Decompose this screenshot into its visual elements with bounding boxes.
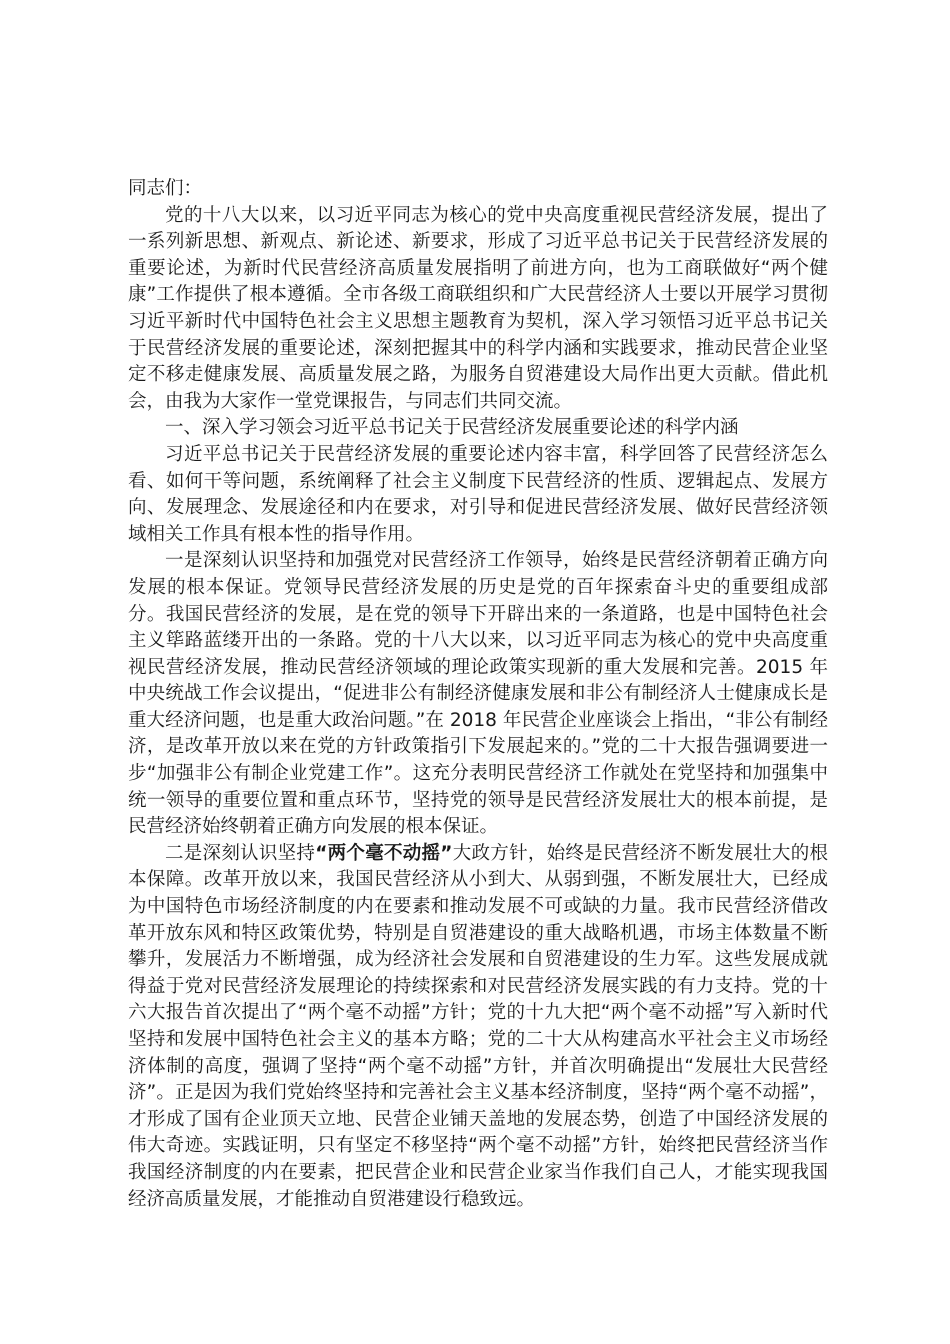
document-body (128, 176, 828, 1213)
point-2-lead: 二是深刻认识坚持 (165, 842, 316, 864)
section-1-intro-paragraph: 习近平总书记关于民营经济发展的重要论述内容丰富，科学回答了民营经济怎么看、如何干等问题，系统阐释了社会主义制度下民营经济的性质、逻辑起点、发展方向、发展理念、发展途径和内在要求，对引导和促进民营经济发展、做好民营经济领域相关工作具有根本性的指导作用。 (128, 443, 828, 545)
section-heading-1: 一、深入学习领会习近平总书记关于民营经济发展重要论述的科学内涵 (165, 417, 739, 439)
salutation: 同志们： (128, 178, 203, 199)
point-1-paragraph: 一是深刻认识坚持和加强党对民营经济工作领导，始终是民营经济朝着正确方向发展的根本保证。党领导民营经济发展的历史是党的百年探索奋斗史的重要组成部分。我国民营经济的发展，是在党的领导下开辟出来的一条道路，也是中国特色社会主义筚路蓝缕开出的一条路。党的十八大以来，以习近平同志为核心的党中央高度重视民营经济发展，推动民营经济领域的理论政策实现新的重大发展和完善。2015 年中央统战工作会议提出，“促进非公有制经济健康发展和非公有制经济人士健康成长是重大经济问题，也是重大政治问题。”在 2018 年民营企业座谈会上指出，“非公有制经济，是改革开放以来在党的方针政策指引下发展起来的。”党的二十大报告强调要进一步“加强非公有制企业党建工作”。这充分表明民营经济工作就处在党坚持和加强集中统一领导的重要位置和重点环节，坚持党的领导是民营经济发展壮大的根本前提，是民营经济始终朝着正确方向发展的根本保证。 (128, 550, 828, 838)
point-2-rest: 大政方针，始终是民营经济不断发展壮大的根本保障。改革开放以来，我国民营经济从小到大、从弱到强，不断发展壮大，已经成为中国特色市场经济制度的内在要素和推动发展不可或缺的力量。我市民营经济借改革开放东风和特区政策优势，特别是自贸港建设的重大战略机遇，市场主体数量不断攀升，发展活力不断增强，成为经济社会发展和自贸港建设的生力军。这些发展成就得益于党对民营经济发展理论的持续探索和对民营经济发展实践的有力支持。党的十六大报告首次提出了“两个毫不动摇”方针；党的十九大把“两个毫不动摇”写入新时代坚持和发展中国特色社会主义的基本方略；党的二十大从构建高水平社会主义市场经济体制的高度，强调了坚持“两个毫不动摇”方针，并首次明确提出“发展壮大民营经济”。正是因为我们党始终坚持和完善社会主义基本经济制度，坚持“两个毫不动摇”，才形成了国有企业顶天立地、民营企业铺天盖地的发展态势，创造了中国经济发展的伟大奇迹。实践证明，只有坚定不移坚持“两个毫不动摇”方针，始终把民营经济当作我国经济制度的内在要素，把民营企业和民营企业家当作我们自己人，才能实现我国经济高质量发展，才能推动自贸港建设行稳致远。 (128, 842, 828, 1210)
intro-paragraph: 党的十八大以来，以习近平同志为核心的党中央高度重视民营经济发展，提出了一系列新思想、新观点、新论述、新要求，形成了习近平总书记关于民营经济发展的重要论述，为新时代民营经济高质量发展指明了前进方向，也为工商联做好“两个健康”工作提供了根本遵循。全市各级工商联组织和广大民营经济人士要以开展学习贯彻习近平新时代中国特色社会主义思想主题教育为契机，深入学习领悟习近平总书记关于民营经济发展的重要论述，深刻把握其中的科学内涵和实践要求，推动民营企业坚定不移走健康发展、高质量发展之路，为服务自贸港建设大局作出更大贡献。借此机会，由我为大家作一堂党课报告，与同志们共同交流。 (128, 204, 828, 412)
point-2-emphasis: “两个毫不动摇” (315, 842, 453, 864)
point-2-paragraph (128, 841, 828, 1213)
